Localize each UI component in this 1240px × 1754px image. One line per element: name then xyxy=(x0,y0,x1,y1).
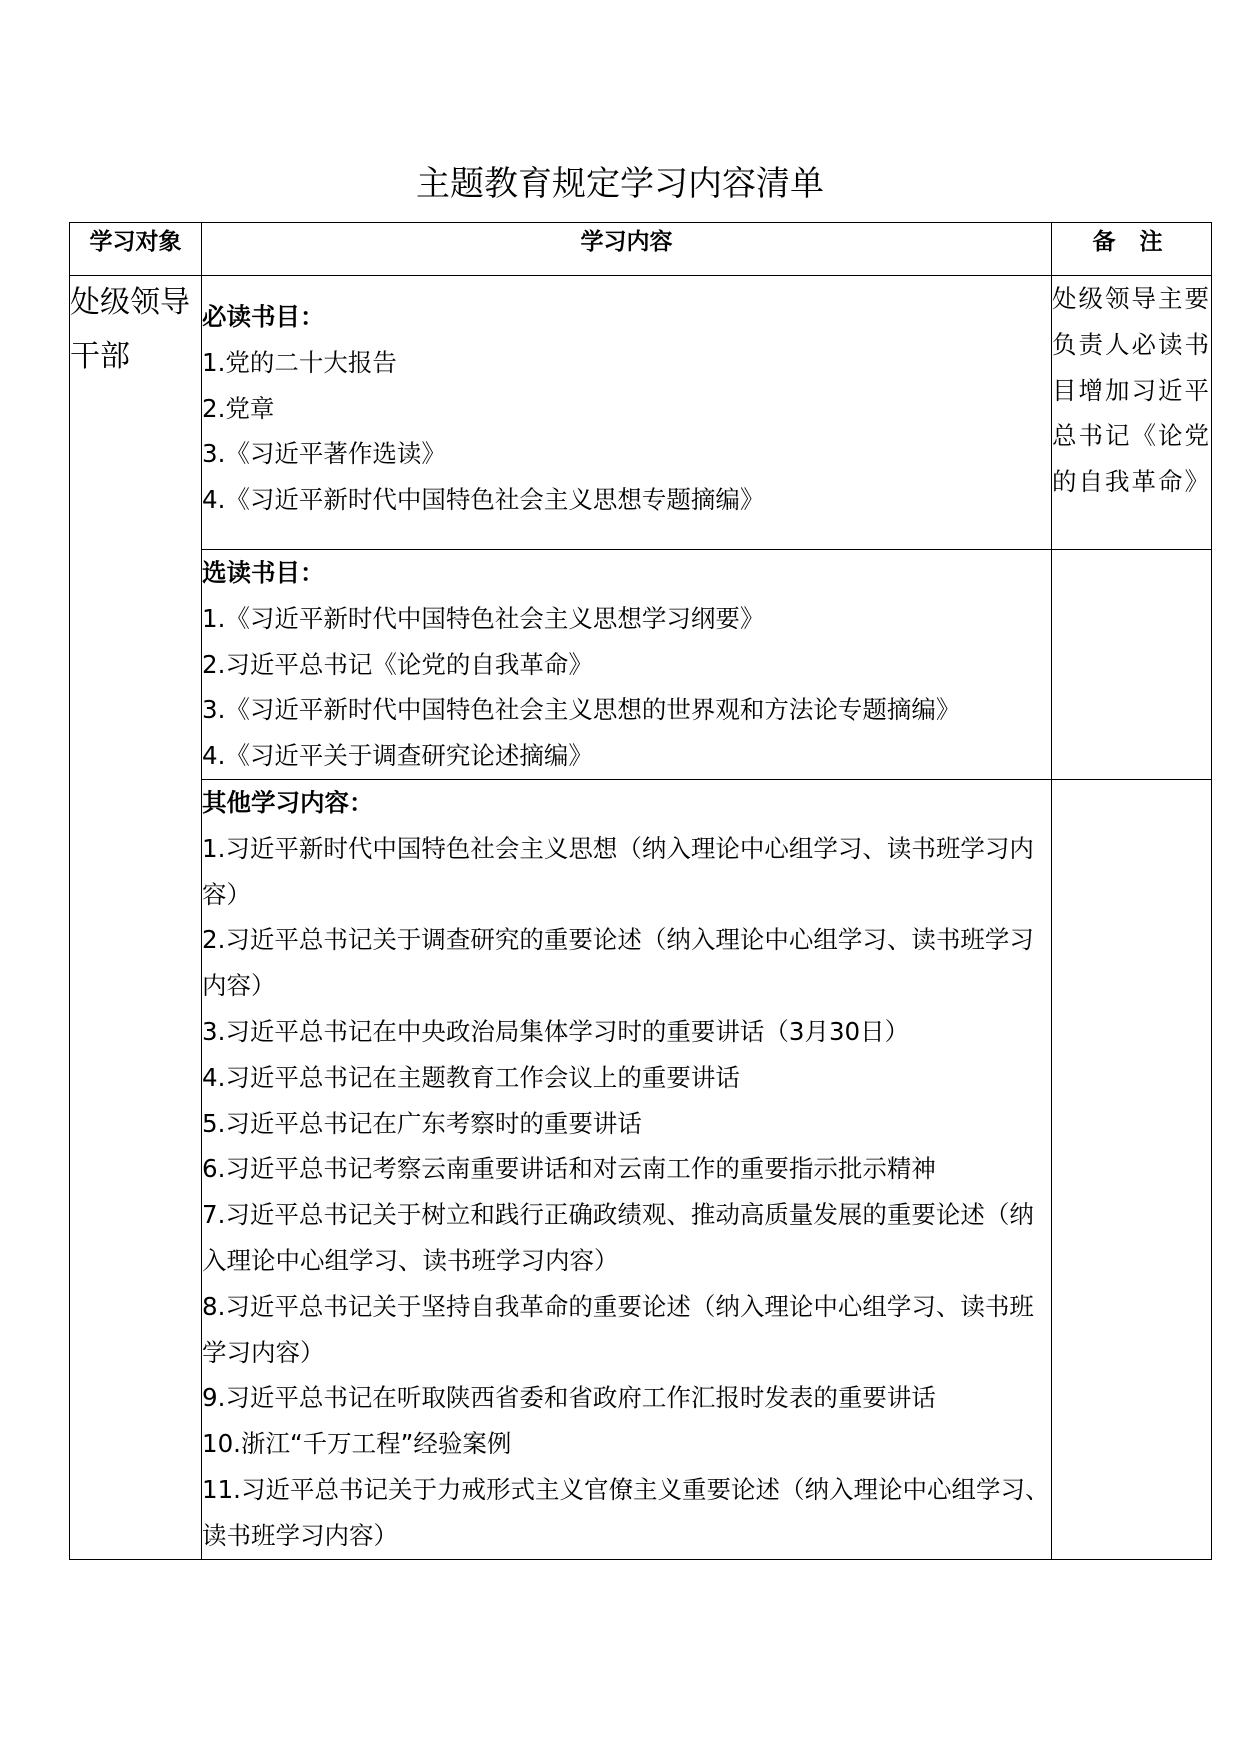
list-item: 2.习近平总书记关于调查研究的重要论述（纳入理论中心组学习、读书班学习内容） xyxy=(202,925,1034,1001)
remarks-cell xyxy=(1052,780,1212,1560)
list-item: 3.《习近平新时代中国特色社会主义思想的世界观和方法论专题摘编》 xyxy=(202,695,961,725)
list-item: 4.习近平总书记在主题教育工作会议上的重要讲话 xyxy=(202,1062,740,1092)
header-study-content: 学习内容 xyxy=(202,223,1052,276)
table-row xyxy=(70,780,1212,1560)
list-item: 10.浙江“千万工程”经验案例 xyxy=(202,1429,512,1459)
list-item: 1.《习近平新时代中国特色社会主义思想学习纲要》 xyxy=(202,603,765,633)
list-item: 1.习近平新时代中国特色社会主义思想（纳入理论中心组学习、读书班学习内容） xyxy=(202,833,1034,909)
section-heading: 选读书目： xyxy=(202,558,325,587)
table-row xyxy=(70,550,1212,780)
list-item: 8.习近平总书记关于坚持自我革命的重要论述（纳入理论中心组学习、读书班学习内容） xyxy=(202,1291,1034,1367)
table-header-row xyxy=(70,223,1212,276)
list-item: 11.习近平总书记关于力戒形式主义官僚主义重要论述（纳入理论中心组学习、读书班学习内容） xyxy=(202,1474,1050,1550)
remarks-cell: 处级领导主要负责人必读书目增加习近平总书记《论党的自我革命》 xyxy=(1052,276,1212,550)
list-item: 2.习近平总书记《论党的自我革命》 xyxy=(202,649,593,679)
list-item: 3.《习近平著作选读》 xyxy=(202,439,446,469)
other-content-cell xyxy=(202,780,1052,1560)
header-study-target: 学习对象 xyxy=(70,223,202,276)
optional-reading-cell xyxy=(202,550,1052,780)
header-remarks: 备 注 xyxy=(1052,223,1212,276)
list-item: 4.《习近平关于调查研究论述摘编》 xyxy=(202,741,593,771)
list-item: 3.习近平总书记在中央政治局集体学习时的重要讲话（3月30日） xyxy=(202,1016,910,1046)
list-item: 5.习近平总书记在广东考察时的重要讲话 xyxy=(202,1108,642,1138)
remarks-cell xyxy=(1052,550,1212,780)
section-heading: 必读书目： xyxy=(202,302,325,331)
page-title: 主题教育规定学习内容清单 xyxy=(416,164,824,204)
required-reading-cell xyxy=(202,276,1052,550)
list-item: 9.习近平总书记在听取陕西省委和省政府工作汇报时发表的重要讲话 xyxy=(202,1383,936,1413)
list-item: 4.《习近平新时代中国特色社会主义思想专题摘编》 xyxy=(202,485,765,515)
list-item: 2.党章 xyxy=(202,393,275,423)
list-item: 1.党的二十大报告 xyxy=(202,347,397,377)
study-content-table xyxy=(69,222,1212,1560)
list-item: 7.习近平总书记关于树立和践行正确政绩观、推动高质量发展的重要论述（纳入理论中心组学习、读书班学习内容） xyxy=(202,1200,1034,1275)
section-heading: 其他学习内容： xyxy=(202,788,374,817)
study-target-cell: 处级领导干部 xyxy=(70,276,202,1560)
list-item: 6.习近平总书记考察云南重要讲话和对云南工作的重要指示批示精神 xyxy=(202,1154,936,1184)
table-row xyxy=(70,276,1212,550)
